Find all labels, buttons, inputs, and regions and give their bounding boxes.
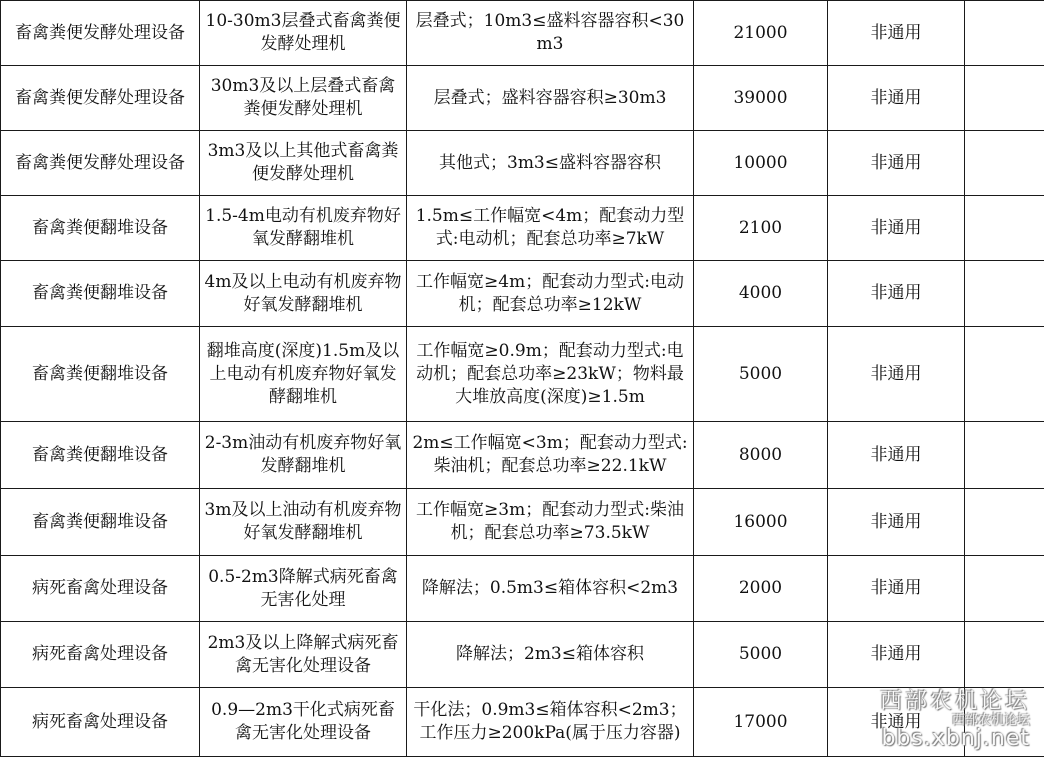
watermark-url: bbs.xbnj.net bbox=[881, 726, 1030, 751]
category-cell: 畜禽粪便翻堆设备 bbox=[1, 489, 200, 556]
table-row bbox=[1, 131, 1044, 196]
spec-cell: 工作幅宽≥0.9m；配套动力型式:电动机；配套总功率≥23kW；物料最大堆放高度(深度)≥1.5m bbox=[407, 327, 694, 422]
price-cell: 4000 bbox=[694, 261, 828, 327]
note-cell bbox=[965, 556, 1044, 622]
category-cell: 畜禽粪便发酵处理设备 bbox=[1, 131, 200, 196]
table-row bbox=[1, 66, 1044, 131]
price-cell: 17000 bbox=[694, 688, 828, 757]
spec-cell: 层叠式；10m3≤盛料容器容积<30m3 bbox=[407, 1, 694, 66]
item-cell: 0.9—2m3干化式病死畜禽无害化处理设备 bbox=[200, 688, 407, 757]
type-cell: 非通用 bbox=[828, 489, 965, 556]
price-cell: 5000 bbox=[694, 622, 828, 688]
item-cell: 3m及以上油动有机废弃物好氧发酵翻堆机 bbox=[200, 489, 407, 556]
watermark-subtitle: 西部农机论坛 bbox=[951, 713, 1030, 728]
table-row bbox=[1, 422, 1044, 489]
item-cell: 2m3及以上降解式病死畜禽无害化处理设备 bbox=[200, 622, 407, 688]
spec-cell: 工作幅宽≥3m；配套动力型式:柴油机；配套总功率≥73.5kW bbox=[407, 489, 694, 556]
price-cell: 2000 bbox=[694, 556, 828, 622]
table-row bbox=[1, 622, 1044, 688]
note-cell bbox=[965, 196, 1044, 261]
item-cell: 30m3及以上层叠式畜禽粪便发酵处理机 bbox=[200, 66, 407, 131]
type-cell: 非通用 bbox=[828, 556, 965, 622]
note-cell bbox=[965, 327, 1044, 422]
type-cell: 非通用 bbox=[828, 66, 965, 131]
price-cell: 5000 bbox=[694, 327, 828, 422]
table-row bbox=[1, 196, 1044, 261]
note-cell bbox=[965, 622, 1044, 688]
item-cell: 2-3m油动有机废弃物好氧发酵翻堆机 bbox=[200, 422, 407, 489]
type-cell: 非通用 bbox=[828, 327, 965, 422]
category-cell: 畜禽粪便翻堆设备 bbox=[1, 422, 200, 489]
spec-cell: 层叠式；盛料容器容积≥30m3 bbox=[407, 66, 694, 131]
category-cell: 病死畜禽处理设备 bbox=[1, 688, 200, 757]
table-row bbox=[1, 1, 1044, 66]
table-row bbox=[1, 489, 1044, 556]
note-cell bbox=[965, 422, 1044, 489]
type-cell: 非通用 bbox=[828, 688, 965, 757]
note-cell bbox=[965, 688, 1044, 757]
table-body bbox=[1, 1, 1044, 757]
table-row bbox=[1, 327, 1044, 422]
category-cell: 病死畜禽处理设备 bbox=[1, 556, 200, 622]
price-cell: 10000 bbox=[694, 131, 828, 196]
price-cell: 21000 bbox=[694, 1, 828, 66]
spec-cell: 干化法；0.9m3≤箱体容积<2m3；工作压力≥200kPa(属于压力容器) bbox=[407, 688, 694, 757]
spec-cell: 降解法；0.5m3≤箱体容积<2m3 bbox=[407, 556, 694, 622]
type-cell: 非通用 bbox=[828, 261, 965, 327]
price-cell: 39000 bbox=[694, 66, 828, 131]
table-row bbox=[1, 688, 1044, 757]
watermark-title: 西部农机论坛 bbox=[879, 689, 1030, 714]
price-cell: 16000 bbox=[694, 489, 828, 556]
type-cell: 非通用 bbox=[828, 196, 965, 261]
item-cell: 翻堆高度(深度)1.5m及以上电动有机废弃物好氧发酵翻堆机 bbox=[200, 327, 407, 422]
price-cell: 8000 bbox=[694, 422, 828, 489]
item-cell: 10-30m3层叠式畜禽粪便发酵处理机 bbox=[200, 1, 407, 66]
spec-cell: 其他式；3m3≤盛料容器容积 bbox=[407, 131, 694, 196]
item-cell: 1.5-4m电动有机废弃物好氧发酵翻堆机 bbox=[200, 196, 407, 261]
category-cell: 畜禽粪便翻堆设备 bbox=[1, 196, 200, 261]
table-row bbox=[1, 556, 1044, 622]
category-cell: 畜禽粪便发酵处理设备 bbox=[1, 1, 200, 66]
type-cell: 非通用 bbox=[828, 422, 965, 489]
note-cell bbox=[965, 66, 1044, 131]
table-row bbox=[1, 261, 1044, 327]
item-cell: 4m及以上电动有机废弃物好氧发酵翻堆机 bbox=[200, 261, 407, 327]
note-cell bbox=[965, 489, 1044, 556]
category-cell: 畜禽粪便翻堆设备 bbox=[1, 261, 200, 327]
note-cell bbox=[965, 131, 1044, 196]
category-cell: 畜禽粪便翻堆设备 bbox=[1, 327, 200, 422]
item-cell: 0.5-2m3降解式病死畜禽无害化处理 bbox=[200, 556, 407, 622]
spec-cell: 工作幅宽≥4m；配套动力型式:电动机；配套总功率≥12kW bbox=[407, 261, 694, 327]
category-cell: 畜禽粪便发酵处理设备 bbox=[1, 66, 200, 131]
note-cell bbox=[965, 1, 1044, 66]
type-cell: 非通用 bbox=[828, 131, 965, 196]
price-cell: 2100 bbox=[694, 196, 828, 261]
category-cell: 病死畜禽处理设备 bbox=[1, 622, 200, 688]
spec-cell: 1.5m≤工作幅宽<4m；配套动力型式:电动机；配套总功率≥7kW bbox=[407, 196, 694, 261]
type-cell: 非通用 bbox=[828, 1, 965, 66]
type-cell: 非通用 bbox=[828, 622, 965, 688]
spec-cell: 降解法；2m3≤箱体容积 bbox=[407, 622, 694, 688]
item-cell: 3m3及以上其他式畜禽粪便发酵处理机 bbox=[200, 131, 407, 196]
spec-cell: 2m≤工作幅宽<3m；配套动力型式:柴油机；配套总功率≥22.1kW bbox=[407, 422, 694, 489]
note-cell bbox=[965, 261, 1044, 327]
